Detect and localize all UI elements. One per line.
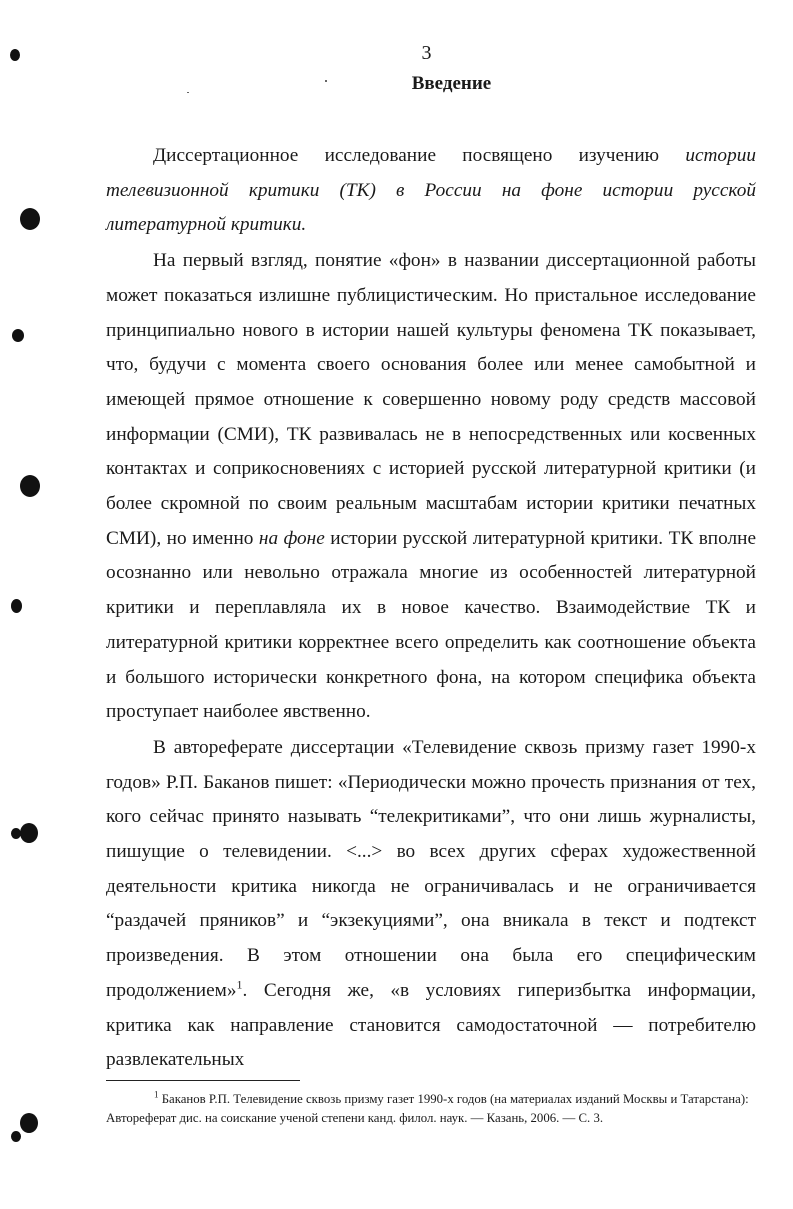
footnote-divider (106, 1080, 300, 1081)
punch-hole-mark (20, 475, 40, 497)
paragraph-3 (106, 730, 756, 1078)
paragraph-2-italic: на фоне (258, 527, 325, 549)
punch-hole-mark (12, 329, 24, 342)
page-title: Введение (411, 73, 492, 94)
paragraph-2-text-a: На первый взгляд, понятие «фон» в названии диссертационной работы может показаться излишне публицистическим. Но пристальное исследование принципиально нового в истории нашей культуры феномена ТК показывает, что, будучи с момента своего основания более или менее самобытной и имеющей прямое отношение к совершенно новому роду средств массовой информации (СМИ), ТК развивалась не в непосредственных или косвенных контактах и соприкосновениях с историей русской литературной критики (и более скромной по своим реальным масштабам истории критики печатных СМИ), но именно (106, 250, 756, 549)
punch-hole-mark (20, 823, 38, 843)
footnote-text: Баканов Р.П. Телевидение сквозь призму газет 1990-х годов (на материалах изданий Москвы и Татарстана): Автореферат дис. на соискание ученой степени канд. филол. наук. — Казань, 2006. — С. 3. (106, 1092, 749, 1125)
punch-hole-mark (11, 1131, 21, 1142)
punch-hole-mark (20, 1113, 38, 1133)
paragraph-2-text-c: истории русской литературной критики. ТК вполне осознанно или невольно отражала многие из особенностей литературной критики и переплавляла их в новое качество. Взаимодействие ТК и литературной критики корректнее всего определить как соотношение объекта и большого исторически конкретного фона, на котором специфика объекта проступает наиболее явственно. (106, 527, 756, 723)
paragraph-2 (106, 243, 756, 730)
paragraph-1 (106, 139, 756, 243)
footnote (106, 1090, 756, 1128)
punch-hole-mark (10, 49, 20, 61)
paragraph-3-text-b: . Сегодня же, «в условиях гиперизбытка информации, критика как направление становится самодостаточной — потребителю развлекательных (106, 979, 756, 1071)
punch-hole-mark (11, 828, 21, 839)
footnote-reference: 1 (236, 977, 243, 992)
scan-speck (325, 80, 327, 82)
scan-speck (187, 92, 189, 93)
punch-hole-mark (20, 208, 40, 230)
paragraph-1-italic: истории телевизионной критики (ТК) в России на фоне истории русской литературной критики. (106, 145, 756, 236)
punch-hole-mark (11, 599, 22, 613)
paragraph-1-text: Диссертационное исследование посвящено изучению (153, 145, 686, 166)
page-number: 3 (421, 42, 432, 64)
body-text (106, 139, 756, 1078)
paragraph-3-text-a: В автореферате диссертации «Телевидение сквозь призму газет 1990-х годов» Р.П. Баканов пишет: «Периодически можно прочесть признания от тех, кого сейчас принято называть “телекритиками”, что они лишь журналисты, пишущие о телевидении. <...> во всех других сферах художественной деятельности критика никогда не ограничивалась и не ограничивается “раздачей пряников” и “экзекуциями”, она вникала в текст и подтекст произведения. В этом отношении она была его специфическим продолжением» (106, 736, 756, 1001)
footnote-marker: 1 (154, 1089, 159, 1100)
